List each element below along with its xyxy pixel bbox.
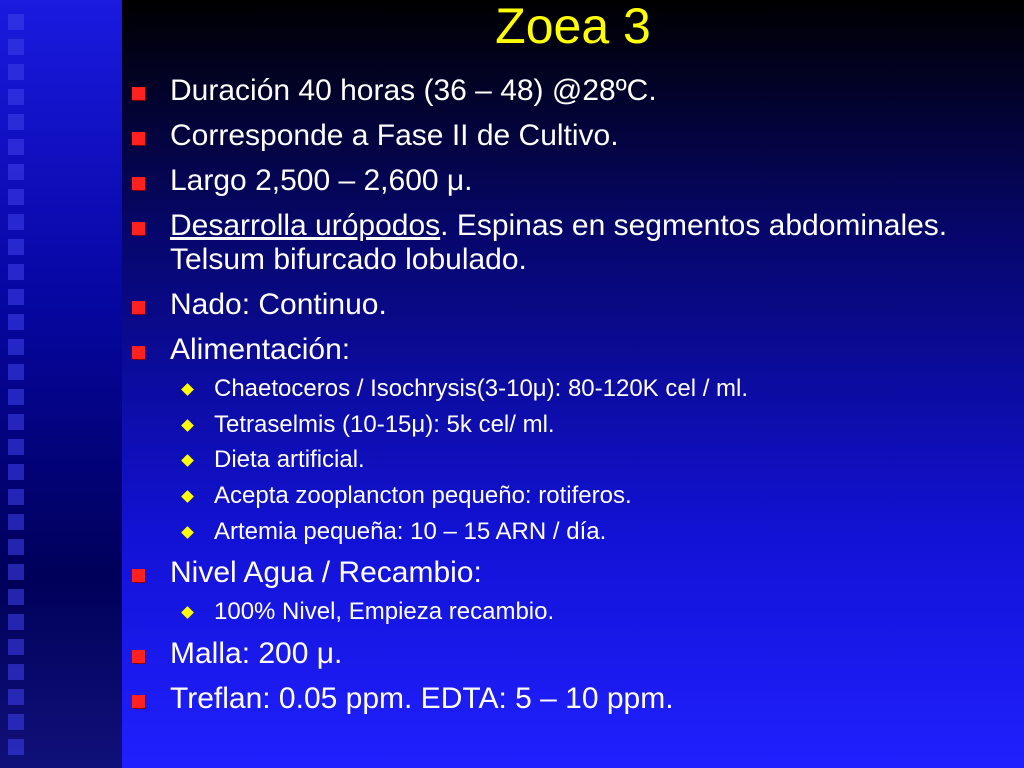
yellow-diamond-bullet-icon — [181, 419, 194, 432]
decorative-side-strip — [0, 0, 122, 768]
slide-title: Zoea 3 — [495, 0, 651, 54]
sub-bullet-text: Artemia pequeña: 10 – 15 ARN / día. — [214, 517, 607, 545]
sub-bullet-item — [130, 482, 1010, 510]
decorative-square — [8, 514, 24, 530]
decorative-square — [8, 139, 24, 155]
decorative-square — [8, 64, 24, 80]
sub-bullet-item — [130, 598, 1010, 626]
sub-bullet-text: Chaetoceros / Isochrysis(3-10μ): 80-120K cel / ml. — [214, 375, 749, 402]
red-square-bullet-icon — [132, 301, 145, 314]
decorative-square — [8, 289, 24, 305]
decorative-square — [8, 364, 24, 380]
decorative-square — [8, 714, 24, 730]
decorative-square — [8, 489, 24, 505]
bullet-text: Largo 2,500 – 2,600 μ. — [170, 164, 473, 197]
bullet-item-nado — [130, 288, 1010, 322]
decorative-square — [8, 539, 24, 555]
bullet-item-treflan — [130, 682, 1010, 716]
decorative-square — [8, 639, 24, 655]
decorative-square — [8, 689, 24, 705]
bullet-item-fase — [130, 119, 1010, 153]
yellow-diamond-bullet-icon — [181, 383, 194, 396]
sub-bullet-text: Tetraselmis (10-15μ): 5k cel/ ml. — [214, 410, 555, 438]
bullet-item-duracion — [130, 74, 1010, 108]
bullet-item-nivel-agua — [130, 556, 1010, 590]
decorative-square — [8, 464, 24, 480]
sub-bullet-item — [130, 411, 1010, 439]
bullet-text: . Espinas en segmentos abdominales. Telsum bifurcado lobulado. — [170, 209, 948, 276]
red-square-bullet-icon — [132, 87, 145, 100]
red-square-bullet-icon — [132, 650, 145, 663]
red-square-bullet-icon — [132, 346, 145, 359]
slide-content — [130, 74, 1010, 727]
decorative-square — [8, 14, 24, 30]
decorative-squares-column — [0, 0, 22, 768]
sub-bullet-text: Acepta zooplancton pequeño: rotiferos. — [214, 482, 632, 510]
sub-bullet-item — [130, 518, 1010, 546]
decorative-square — [8, 614, 24, 630]
decorative-square — [8, 739, 24, 755]
decorative-square — [8, 664, 24, 680]
bullet-text: Nivel Agua / Recambio: — [170, 556, 482, 590]
bullet-item-desarrolla — [130, 209, 1010, 277]
red-square-bullet-icon — [132, 132, 145, 145]
yellow-diamond-bullet-icon — [181, 490, 194, 503]
decorative-square — [8, 264, 24, 280]
nivel-agua-subitems — [130, 598, 1010, 626]
bullet-item-alimentacion — [130, 333, 1010, 367]
bullet-text: Alimentación: — [170, 333, 351, 366]
bullet-text: Nado: Continuo. — [170, 288, 387, 321]
bullet-item-malla — [130, 637, 1010, 671]
decorative-square — [8, 314, 24, 330]
red-square-bullet-icon — [132, 222, 145, 235]
bullet-item-largo — [130, 164, 1010, 198]
yellow-diamond-bullet-icon — [181, 607, 194, 620]
decorative-square — [8, 214, 24, 230]
decorative-square — [8, 239, 24, 255]
decorative-square — [8, 339, 24, 355]
decorative-square — [8, 164, 24, 180]
decorative-square — [8, 589, 24, 605]
decorative-square — [8, 89, 24, 105]
decorative-square — [8, 439, 24, 455]
bullet-text-underlined: Desarrolla urópodos — [170, 209, 441, 242]
red-square-bullet-icon — [132, 177, 145, 190]
bullet-text: Duración 40 horas (36 – 48) @28ºC. — [170, 74, 657, 107]
decorative-square — [8, 389, 24, 405]
yellow-diamond-bullet-icon — [181, 526, 194, 539]
decorative-square — [8, 414, 24, 430]
bullet-text: Corresponde a Fase II de Cultivo. — [170, 119, 619, 152]
sub-bullet-text: Dieta artificial. — [214, 446, 365, 474]
sub-bullet-item — [130, 446, 1010, 474]
sub-bullet-item — [130, 375, 1010, 403]
red-square-bullet-icon — [132, 569, 145, 582]
decorative-square — [8, 189, 24, 205]
decorative-square — [8, 564, 24, 580]
decorative-square — [8, 114, 24, 130]
sub-bullet-text: 100% Nivel, Empieza recambio. — [214, 598, 555, 626]
bullet-text: Malla: 200 μ. — [170, 637, 343, 671]
yellow-diamond-bullet-icon — [181, 455, 194, 468]
decorative-square — [8, 39, 24, 55]
bullet-text: Treflan: 0.05 ppm. EDTA: 5 – 10 ppm. — [170, 682, 674, 716]
red-square-bullet-icon — [132, 695, 145, 708]
alimentacion-subitems — [130, 375, 1010, 546]
